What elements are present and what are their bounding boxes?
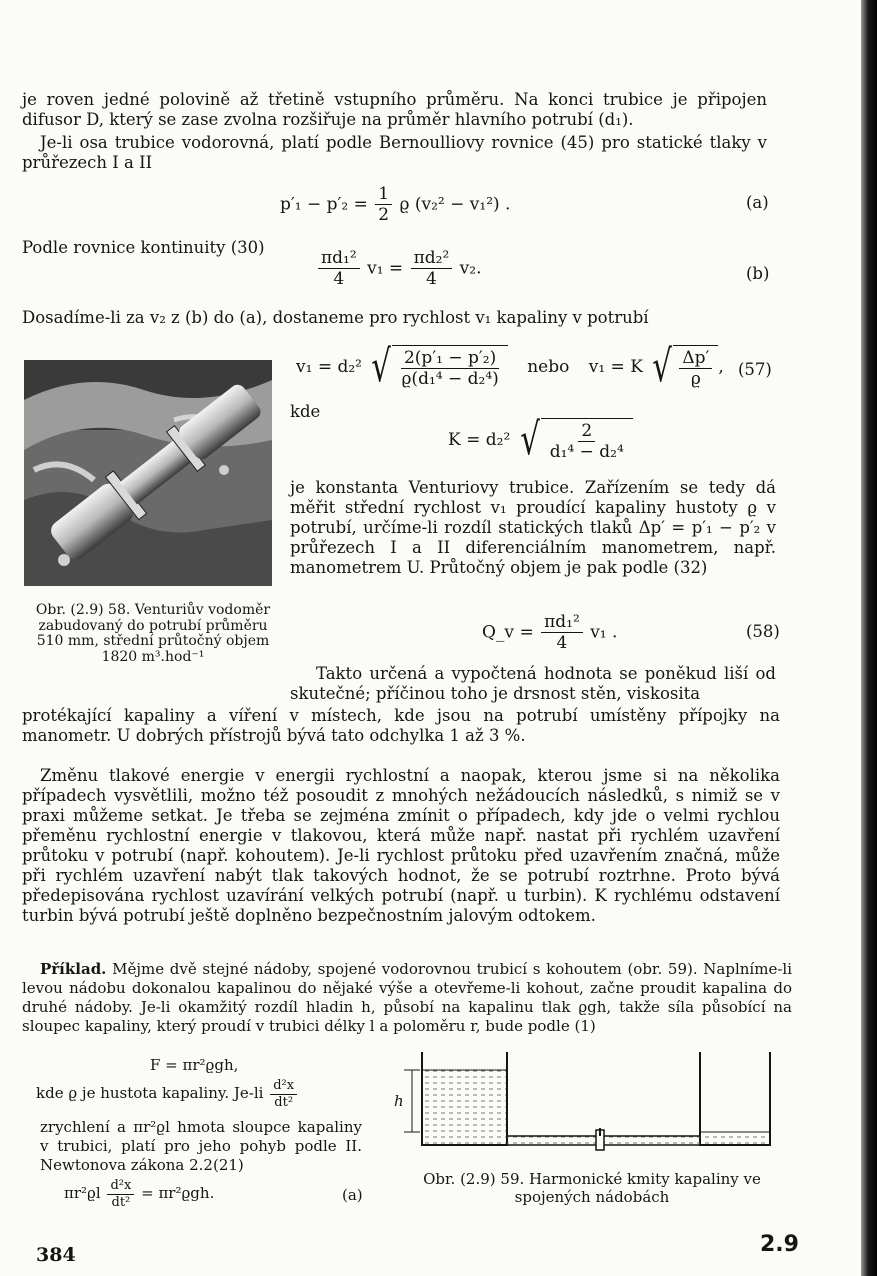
venturi-paragraph: je konstanta Venturiovy trubice. Zařízením se tedy dá měřit střední rychlost v₁ proudící kapaliny hustoty ϱ v potrubí, určíme-li rozdíl statických tlaků Δp′ = p′₁ − p′₂ v průřezech I a II diferenciálním manometrem, např. manometrem U. Průtočný objem je pak podle (32) bbox=[290, 478, 776, 577]
equation-b: $\frac{\text{πd₁²}}{4}$ v₁ = $\frac{\text{πd₂²}}{4}$ v₂. bbox=[316, 248, 482, 290]
equation-final-label: (a) bbox=[342, 1186, 363, 1204]
priklad-paragraph: Příklad. Mějme dvě stejné nádoby, spojené vodorovnou trubicí s kohoutem (obr. 59). Naplníme-li levou nádobu dokonalou kapalinou do nějaké výše a otevřeme-li kohout, začne proudit kapalina do druhé nádoby. Je-li okamžitý rozdíl hladin h, působí na kapalinu tlak ϱgh, takže síla působící na sloupec kapaliny, který proudí v trubici délky l a poloměru r, bude podle (1) bbox=[22, 960, 792, 1035]
equation-b-label: (b) bbox=[746, 264, 770, 283]
venturi-meter-photo bbox=[24, 360, 272, 586]
equation-58: Q_v = $\frac{\text{πd₁²}}{4}$ v₁ . bbox=[482, 612, 618, 654]
photo-caption: Obr. (2.9) 58. Venturiův vodoměr zabudovaný do potrubí průměru 510 mm, střední průtočný objem 1820 m³.hod⁻¹ bbox=[35, 602, 271, 665]
takto-paragraph-start: Takto určená a vypočtená hodnota se poněkud liší od skutečné; příčinou toho je drsnost stěn, viskosita bbox=[290, 664, 776, 703]
equation-57-label: (57) bbox=[738, 360, 772, 379]
equation-a: p′₁ − p′₂ = $\frac{1}{2}$ ϱ (v₂² − v₁²) . bbox=[280, 184, 511, 226]
sqrt-symbol: √ $\frac{\text{2(p′₁ − p′₂)}}{\text{ϱ(d₁⁴ − d₂⁴)}}$ bbox=[367, 345, 507, 390]
equation-K: K = d₂² √ $\frac{2}{\text{d₁⁴ − d₂⁴}}$ bbox=[448, 418, 633, 463]
kde-rho-line: kde ϱ je hustota kapaliny. Je-li $\frac{\text{d²x}}{\text{dt²}}$ bbox=[36, 1078, 299, 1110]
fig59-caption: Obr. (2.9) 59. Harmonické kmity kapaliny ve spojených nádobách bbox=[423, 1170, 761, 1206]
page-number: 384 bbox=[36, 1244, 76, 1266]
kontinuita-line: Podle rovnice kontinuity (30) bbox=[22, 238, 265, 257]
equation-F: F = πr²ϱgh, bbox=[150, 1056, 239, 1074]
equation-a-label: (a) bbox=[746, 193, 769, 212]
zrychleni-paragraph: zrychlení a πr²ϱl hmota sloupce kapaliny v trubici, platí pro jeho pohyb podle II. Newtonova zákona 2.2(21) bbox=[40, 1118, 362, 1174]
h-label: h bbox=[394, 1092, 404, 1110]
priklad-heading: Příklad. bbox=[40, 960, 107, 978]
bernoulli-paragraph: Je-li osa trubice vodorovná, platí podle Bernoulliovy rovnice (45) pro statické tlaky v průřezech I a II bbox=[22, 133, 767, 172]
takto-paragraph-rest: protékající kapaliny a víření v místech, kde jsou na potrubí umístěny přípojky na manometr. U dobrých přístrojů bývá tato odchylka 1 až 3 %. bbox=[22, 706, 780, 745]
section-number: 2.9 bbox=[760, 1232, 799, 1257]
fraction-half: $\frac{1}{2}$ bbox=[375, 184, 392, 226]
equation-final: πr²ϱl $\frac{\text{d²x}}{\text{dt²}}$ = πr²ϱgh. bbox=[64, 1178, 215, 1210]
page-edge-shadow bbox=[861, 0, 877, 1276]
equation-57: v₁ = d₂² √ $\frac{\text{2(p′₁ − p′₂)}}{\text{ϱ(d₁⁴ − d₂⁴)}}$ nebo v₁ = K √ $\frac{\Delta p'}{ϱ}$ , bbox=[296, 341, 724, 393]
dosadime-line: Dosadíme-li za v₂ z (b) do (a), dostaneme pro rychlost v₁ kapaliny v potrubí bbox=[22, 308, 649, 327]
intro-paragraph: je roven jedné polovině až třetině vstupního průměru. Na konci trubice je připojen difusor D, který se zase zvolna rozšiřuje na průměr hlavního potrubí (d₁). bbox=[22, 90, 767, 129]
connected-vessels-diagram bbox=[392, 1050, 792, 1160]
kde-word: kde bbox=[290, 402, 321, 421]
equation-58-label: (58) bbox=[746, 622, 780, 641]
zmenu-paragraph: Změnu tlakové energie v energii rychlostní a naopak, kterou jsme si na několika případech vysvětlili, možno též posoudit z mnohých nežádoucích následků, s nimiž se v praxi můžeme setkat. Je třeba se zejména zmínit o případech, kdy jde o velmi rychlou přeměnu rychlostní energie v tlakovou, která může např. nastat při rychlém uzavření průtoku v potrubí (např. kohoutem). Je-li rychlost průtoku před uzavřením značná, může při rychlém uzavření nabýt tlak takových hodnot, že se potrubí roztrhne. Proto bývá předepisována rychlost uzavírání velkých potrubí (např. u turbin). K rychlému odstavení turbin bývá potrubí ještě doplněno bezpečnostním jalovým odtokem. bbox=[22, 766, 780, 925]
